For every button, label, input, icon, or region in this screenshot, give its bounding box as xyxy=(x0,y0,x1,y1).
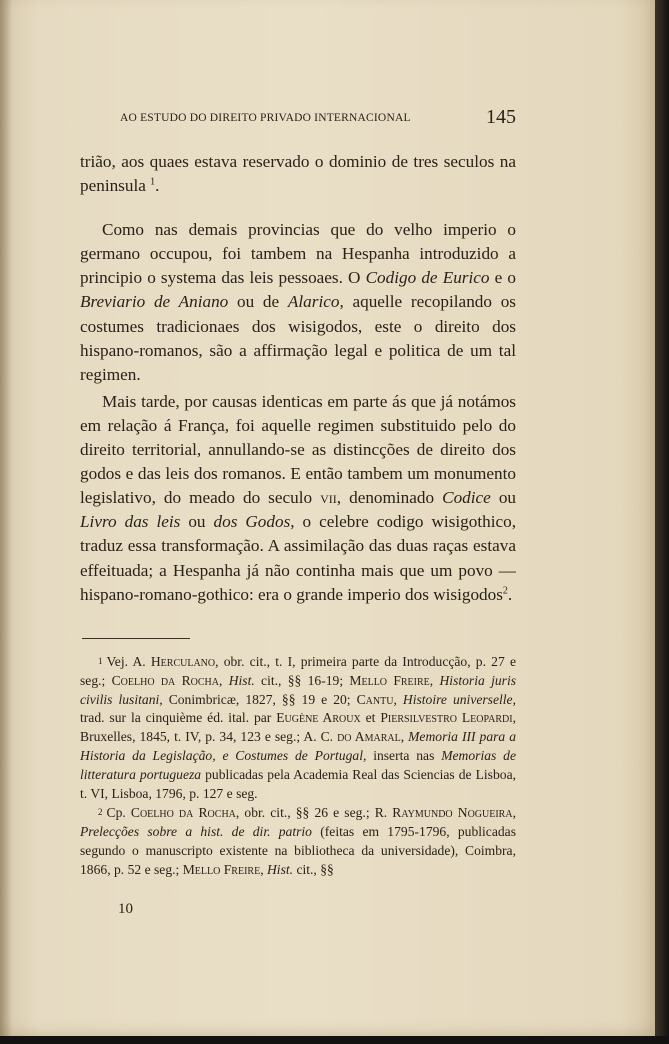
footnote-separator xyxy=(82,638,190,639)
footnote-ref-2: 2 xyxy=(502,584,508,596)
book-edge-right xyxy=(655,0,669,1044)
footnotes xyxy=(80,652,516,880)
footnote-2: 2 Cp. Coelho da Rocha, obr. cit., §§ 26 e seg.; R. Raymundo Nogueira, Prelecções sobre a hist. de dir. patrio (feitas em 1795-1796, publicadas segundo o manuscripto existente na bibliotheca da universidade), Coimbra, 1866, p. 52 e seg.; Mello Freire, Hist. cit., §§ xyxy=(80,805,516,877)
main-text xyxy=(80,150,516,607)
page-number: 145 xyxy=(486,106,516,128)
page-header xyxy=(120,106,516,130)
running-title: AO ESTUDO DO DIREITO PRIVADO INTERNACIONAL xyxy=(120,112,411,124)
footnote-1: 1 Vej. A. Herculano, obr. cit., t. I, primeira parte da Introducção, p. 27 e seg.; Coelho da Rocha, Hist. cit., §§ 16-19; Mello Freire, Historia juris civilis lusitani, Conimbricæ, 1827, §§ 19 e 20; Cantu, Histoire universelle, trad. sur la cinquième éd. ital. par Eugène Aroux et Piersilvestro Leopardi, Bruxelles, 1845, t. IV, p. 34, 123 e seg.; A. C. do Amaral, Memoria III para a Historia da Legislação, e Costumes de Portugal, inserta nas Memorias de litteratura portugueza publicadas pela Academia Real das Sciencias de Lisboa, t. VI, Lisboa, 1796, p. 127 e seg. xyxy=(80,654,517,801)
book-edge-bottom xyxy=(0,1036,669,1044)
spine-shadow xyxy=(0,0,12,1040)
footnote-ref-1: 1 xyxy=(150,176,156,188)
signature-mark: 10 xyxy=(118,901,133,917)
paragraph-direito-territorial: Mais tarde, por causas identicas em parte ás que já notámos em relação á França, foi aquelle regimen substituido pelo do direito territorial, annullando-se as distincções de direito dos godos e das leis dos romanos. E então tambem um monumento legislativo, do meado do seculo vii, denominado Codice ou Livro das leis ou dos Godos, o celebre codigo wisigothico, traduz essa transformação. A assimilação das duas raças estava effeituada; a Hespanha já não continha mais que um povo — hispano-romano-gothico: era o grande imperio dos wisigodos$^2$. xyxy=(80,391,517,604)
paragraph-continuation: trião, aos quaes estava reservado o dominio de tres seculos na peninsula $^1$. xyxy=(80,152,516,196)
paragraph-leis-pessoaes: Como nas demais provincias que do velho imperio o germano occupou, foi tambem na Hespanha introduzido a principio o systema das leis pessoaes. O Codigo de Eurico e o Breviario de Aniano ou de Alarico, aquelle recopilando os costumes tradicionaes dos wisigodos, este o direito dos hispano-romanos, são a affirmação legal e politica de um tal regimen. xyxy=(80,220,516,384)
